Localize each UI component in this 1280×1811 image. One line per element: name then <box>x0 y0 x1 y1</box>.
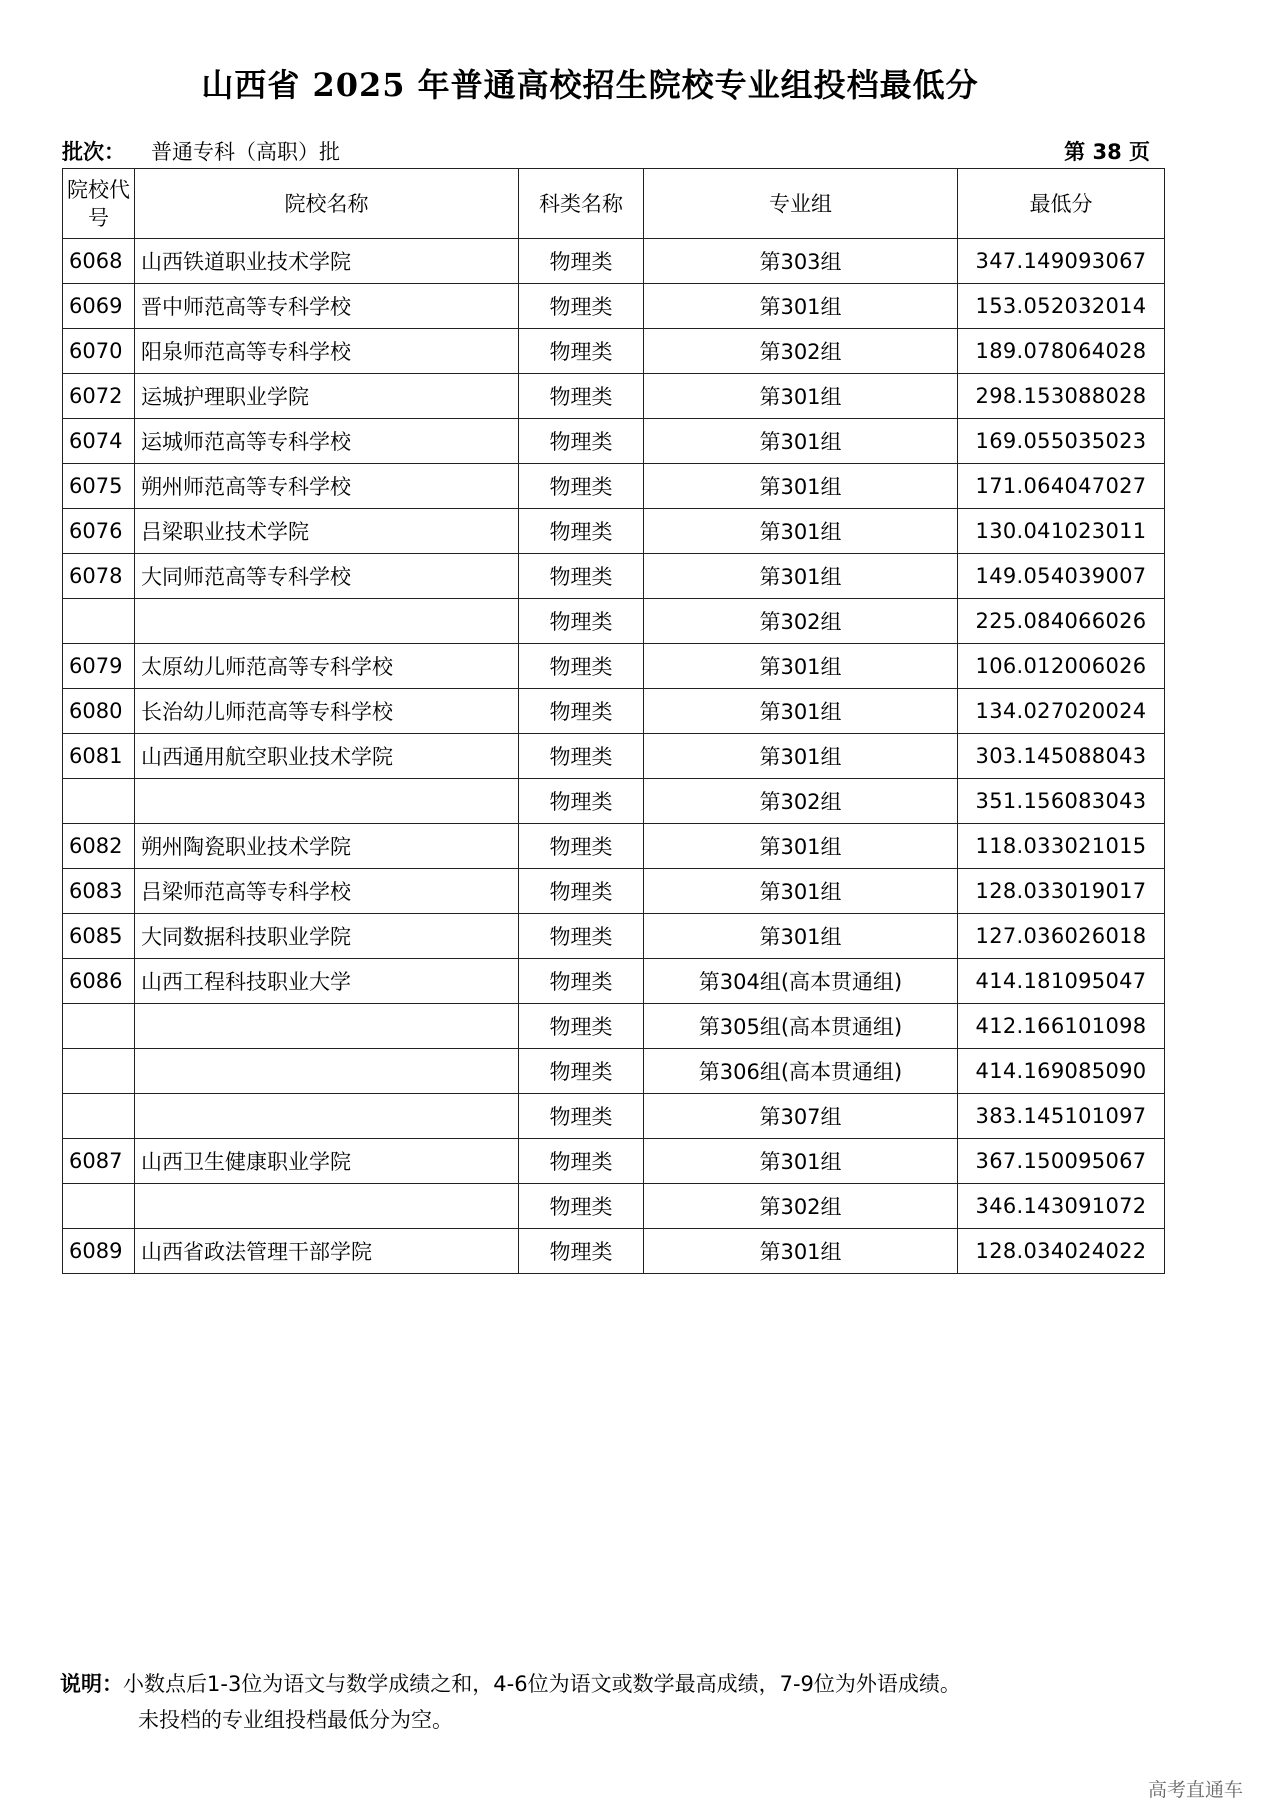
cell-school-name: 大同数据科技职业学院 <box>135 914 519 959</box>
cell-code: 6081 <box>63 734 135 779</box>
footnote <box>60 1666 961 1738</box>
table-body <box>63 239 1165 1274</box>
cell-subject: 物理类 <box>519 824 644 869</box>
cell-code <box>63 1184 135 1229</box>
table-row <box>63 1139 1165 1184</box>
cell-min-score: 383.145101097 <box>958 1094 1165 1139</box>
cell-min-score: 171.064047027 <box>958 464 1165 509</box>
cell-min-score: 130.041023011 <box>958 509 1165 554</box>
cell-code: 6068 <box>63 239 135 284</box>
cell-subject: 物理类 <box>519 1184 644 1229</box>
header-group: 专业组 <box>644 169 958 239</box>
cell-school-name: 山西省政法管理干部学院 <box>135 1229 519 1274</box>
cell-subject: 物理类 <box>519 239 644 284</box>
table-row <box>63 959 1165 1004</box>
cell-code <box>63 1049 135 1094</box>
cell-subject: 物理类 <box>519 959 644 1004</box>
cell-school-name <box>135 1049 519 1094</box>
cell-group: 第301组 <box>644 869 958 914</box>
cell-subject: 物理类 <box>519 1139 644 1184</box>
table-row <box>63 869 1165 914</box>
cell-min-score: 412.166101098 <box>958 1004 1165 1049</box>
cell-subject: 物理类 <box>519 734 644 779</box>
cell-code: 6074 <box>63 419 135 464</box>
cell-group: 第302组 <box>644 779 958 824</box>
cell-min-score: 134.027020024 <box>958 689 1165 734</box>
cell-code: 6082 <box>63 824 135 869</box>
cell-code: 6085 <box>63 914 135 959</box>
cell-code: 6075 <box>63 464 135 509</box>
cell-school-name: 朔州陶瓷职业技术学院 <box>135 824 519 869</box>
cell-code <box>63 1004 135 1049</box>
cell-group: 第305组(高本贯通组) <box>644 1004 958 1049</box>
cell-group: 第301组 <box>644 824 958 869</box>
table-row <box>63 824 1165 869</box>
cell-group: 第302组 <box>644 329 958 374</box>
cell-min-score: 128.034024022 <box>958 1229 1165 1274</box>
cell-min-score: 414.169085090 <box>958 1049 1165 1094</box>
cell-subject: 物理类 <box>519 284 644 329</box>
header-score: 最低分 <box>958 169 1165 239</box>
cell-code <box>63 599 135 644</box>
table-row <box>63 1094 1165 1139</box>
cell-code: 6080 <box>63 689 135 734</box>
cell-group: 第304组(高本贯通组) <box>644 959 958 1004</box>
cell-school-name: 运城师范高等专科学校 <box>135 419 519 464</box>
footnote-text-2: 未投档的专业组投档最低分为空。 <box>138 1708 453 1732</box>
watermark: 高考直通车 <box>1148 1779 1244 1801</box>
cell-code <box>63 1094 135 1139</box>
cell-min-score: 367.150095067 <box>958 1139 1165 1184</box>
table-row <box>63 779 1165 824</box>
cell-code: 6086 <box>63 959 135 1004</box>
cell-code: 6089 <box>63 1229 135 1274</box>
cell-min-score: 225.084066026 <box>958 599 1165 644</box>
cell-min-score: 414.181095047 <box>958 959 1165 1004</box>
table-row <box>63 914 1165 959</box>
cell-subject: 物理类 <box>519 1049 644 1094</box>
cell-group: 第301组 <box>644 554 958 599</box>
cell-min-score: 189.078064028 <box>958 329 1165 374</box>
table-row <box>63 1184 1165 1229</box>
cell-min-score: 347.149093067 <box>958 239 1165 284</box>
table-row <box>63 509 1165 554</box>
cell-min-score: 118.033021015 <box>958 824 1165 869</box>
cell-min-score: 351.156083043 <box>958 779 1165 824</box>
table-row <box>63 1049 1165 1094</box>
score-table <box>62 168 1165 1274</box>
cell-min-score: 303.145088043 <box>958 734 1165 779</box>
cell-school-name <box>135 599 519 644</box>
table-row <box>63 644 1165 689</box>
cell-code: 6079 <box>63 644 135 689</box>
cell-group: 第307组 <box>644 1094 958 1139</box>
cell-min-score: 153.052032014 <box>958 284 1165 329</box>
cell-group: 第301组 <box>644 509 958 554</box>
cell-subject: 物理类 <box>519 509 644 554</box>
cell-min-score: 128.033019017 <box>958 869 1165 914</box>
table-row <box>63 239 1165 284</box>
cell-school-name: 运城护理职业学院 <box>135 374 519 419</box>
cell-school-name: 吕梁师范高等专科学校 <box>135 869 519 914</box>
cell-group: 第302组 <box>644 1184 958 1229</box>
batch-label: 批次： <box>62 140 125 164</box>
cell-school-name <box>135 779 519 824</box>
cell-school-name: 太原幼儿师范高等专科学校 <box>135 644 519 689</box>
table-header-row <box>63 169 1165 239</box>
header-code: 院校代号 <box>63 169 135 239</box>
cell-subject: 物理类 <box>519 869 644 914</box>
cell-subject: 物理类 <box>519 1004 644 1049</box>
cell-group: 第301组 <box>644 914 958 959</box>
cell-subject: 物理类 <box>519 419 644 464</box>
cell-school-name: 长治幼儿师范高等专科学校 <box>135 689 519 734</box>
header-subject: 科类名称 <box>519 169 644 239</box>
cell-group: 第301组 <box>644 644 958 689</box>
cell-code <box>63 779 135 824</box>
cell-school-name <box>135 1004 519 1049</box>
cell-school-name: 山西工程科技职业大学 <box>135 959 519 1004</box>
table-row <box>63 599 1165 644</box>
cell-group: 第301组 <box>644 419 958 464</box>
cell-subject: 物理类 <box>519 1229 644 1274</box>
cell-group: 第301组 <box>644 734 958 779</box>
cell-subject: 物理类 <box>519 329 644 374</box>
cell-school-name: 阳泉师范高等专科学校 <box>135 329 519 374</box>
cell-code: 6069 <box>63 284 135 329</box>
table-row <box>63 329 1165 374</box>
page-number: 第 38 页 <box>1064 140 1150 164</box>
cell-code: 6083 <box>63 869 135 914</box>
cell-min-score: 298.153088028 <box>958 374 1165 419</box>
table-row <box>63 374 1165 419</box>
table-row <box>63 284 1165 329</box>
table-row <box>63 554 1165 599</box>
cell-school-name: 吕梁职业技术学院 <box>135 509 519 554</box>
cell-subject: 物理类 <box>519 914 644 959</box>
cell-group: 第306组(高本贯通组) <box>644 1049 958 1094</box>
cell-group: 第301组 <box>644 1139 958 1184</box>
cell-group: 第301组 <box>644 1229 958 1274</box>
table-row <box>63 419 1165 464</box>
cell-subject: 物理类 <box>519 464 644 509</box>
cell-subject: 物理类 <box>519 689 644 734</box>
batch-value: 普通专科（高职）批 <box>151 140 340 164</box>
cell-group: 第301组 <box>644 464 958 509</box>
cell-min-score: 127.036026018 <box>958 914 1165 959</box>
cell-code: 6076 <box>63 509 135 554</box>
cell-min-score: 169.055035023 <box>958 419 1165 464</box>
cell-min-score: 149.054039007 <box>958 554 1165 599</box>
cell-subject: 物理类 <box>519 1094 644 1139</box>
cell-school-name <box>135 1094 519 1139</box>
table-row <box>63 689 1165 734</box>
cell-min-score: 106.012006026 <box>958 644 1165 689</box>
footnote-text-1: 小数点后1-3位为语文与数学成绩之和，4-6位为语文或数学最高成绩，7-9位为外语成绩。 <box>123 1672 961 1696</box>
footnote-label: 说明： <box>60 1672 123 1696</box>
cell-school-name: 山西铁道职业技术学院 <box>135 239 519 284</box>
cell-subject: 物理类 <box>519 644 644 689</box>
cell-school-name: 朔州师范高等专科学校 <box>135 464 519 509</box>
cell-school-name: 山西通用航空职业技术学院 <box>135 734 519 779</box>
cell-school-name <box>135 1184 519 1229</box>
cell-subject: 物理类 <box>519 599 644 644</box>
cell-min-score: 346.143091072 <box>958 1184 1165 1229</box>
cell-code: 6087 <box>63 1139 135 1184</box>
cell-school-name: 晋中师范高等专科学校 <box>135 284 519 329</box>
cell-subject: 物理类 <box>519 374 644 419</box>
table-row <box>63 1004 1165 1049</box>
batch-info <box>62 136 340 166</box>
cell-group: 第301组 <box>644 689 958 734</box>
header-name: 院校名称 <box>135 169 519 239</box>
cell-subject: 物理类 <box>519 554 644 599</box>
table-row <box>63 464 1165 509</box>
cell-code: 6078 <box>63 554 135 599</box>
cell-group: 第301组 <box>644 374 958 419</box>
cell-subject: 物理类 <box>519 779 644 824</box>
table-row <box>63 1229 1165 1274</box>
table-row <box>63 734 1165 779</box>
cell-school-name: 山西卫生健康职业学院 <box>135 1139 519 1184</box>
cell-code: 6070 <box>63 329 135 374</box>
cell-group: 第303组 <box>644 239 958 284</box>
cell-code: 6072 <box>63 374 135 419</box>
cell-group: 第302组 <box>644 599 958 644</box>
cell-school-name: 大同师范高等专科学校 <box>135 554 519 599</box>
cell-group: 第301组 <box>644 284 958 329</box>
footnote-line-1 <box>60 1666 961 1702</box>
page-title: 山西省 2025 年普通高校招生院校专业组投档最低分 <box>201 66 979 104</box>
